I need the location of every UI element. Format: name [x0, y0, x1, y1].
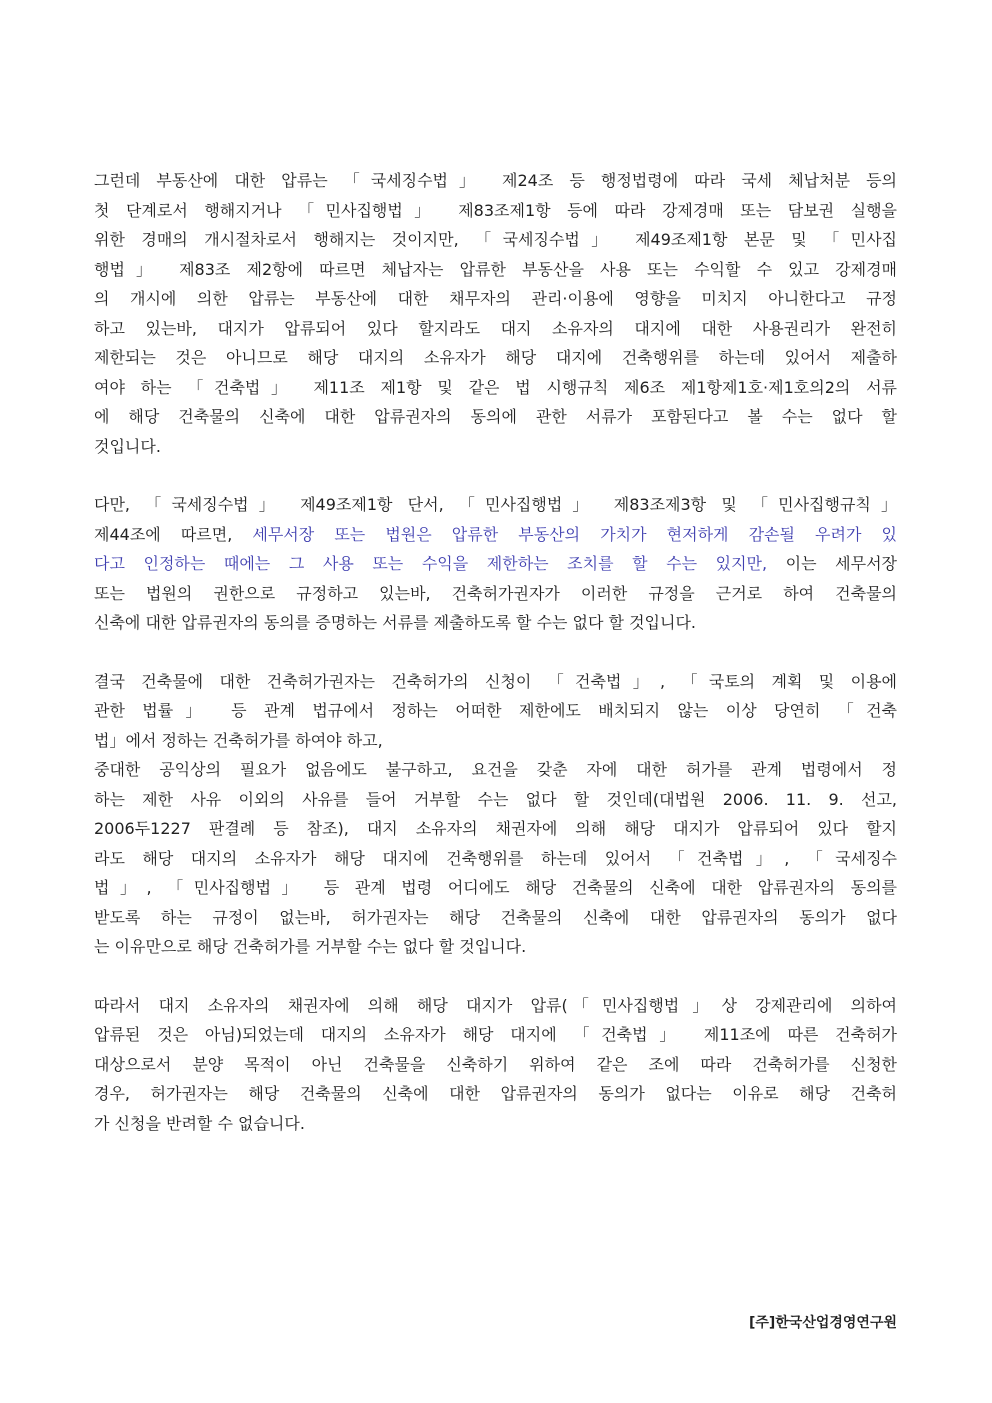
text-line	[94, 520, 897, 550]
text-line: 제한되는 것은 아니므로 해당 대지의 소유자가 해당 대지에 건축행위를 하는데 있어서 제출하	[94, 348, 897, 367]
highlighted-text: 세무서장 또는 법원은 압류한 부동산의 가치가 현저하게 감손될 우려가 있	[252, 524, 897, 544]
text-line	[94, 579, 897, 609]
text-line: 위한 경매의 개시절차로서 행해지는 것이지만, 「국세징수법」 제49조제1항 본문 및 「민사집	[94, 230, 897, 249]
text-line	[94, 608, 897, 638]
paragraph-2	[94, 490, 897, 638]
paragraph-1	[94, 166, 897, 461]
paragraph-gap	[94, 461, 897, 490]
text-line: 받도록 하는 규정이 없는바, 허가권자는 해당 건축물의 신축에 대한 압류권자의 동의가 없다	[94, 907, 897, 927]
plain-text: 또는 법원의 권한으로 규정하고 있는바, 건축허가권자가 이러한 규정을 근거로 하여 건축물의	[94, 583, 897, 603]
text-line: 라도 해당 대지의 소유자가 해당 대지에 건축행위를 하는데 있어서 「건축법」, 「국세징수	[94, 848, 897, 868]
text-line: 그런데 부동산에 대한 압류는 「국세징수법」 제24조 등 행정법령에 따라 국세 체납처분 등의	[94, 171, 897, 190]
paragraph-gap	[94, 962, 897, 991]
text-line: 대상으로서 분양 목적이 아닌 건축물을 신축하기 위하여 같은 조에 따라 건축허가를 신청한	[94, 1054, 897, 1074]
text-line	[94, 549, 897, 579]
text-line: 행법」 제83조 제2항에 따르면 체납자는 압류한 부동산을 사용 또는 수익할 수 있고 강제경매	[94, 259, 897, 279]
text-line: 경우, 허가권자는 해당 건축물의 신축에 대한 압류권자의 동의가 없다는 이유로 해당 건축허	[94, 1084, 897, 1103]
paragraph-4	[94, 991, 897, 1139]
text-line: 2006두1227 판결례 등 참조), 대지 소유자의 채권자에 의해 해당 대지가 압류되어 있다 할지	[94, 819, 897, 838]
text-line: 것입니다.	[94, 436, 161, 456]
publisher-footer: [주]한국산업경영연구원	[748, 1315, 897, 1331]
text-line: 법」에서 정하는 건축허가를 하여야 하고,	[94, 730, 383, 750]
text-line: 중대한 공익상의 필요가 없음에도 불구하고, 요건을 갖춘 자에 대한 허가를 관계 법령에서 정	[94, 760, 897, 779]
paragraph-3	[94, 667, 897, 962]
text-line: 관한 법률」 등 관계 법규에서 정하는 어떠한 제한에도 배치되지 않는 이상 당연히 「건축	[94, 701, 897, 720]
text-line: 따라서 대지 소유자의 채권자에 의해 해당 대지가 압류(「민사집행법」상 강제관리에 의하여	[94, 995, 897, 1015]
text-line: 하고 있는바, 대지가 압류되어 있다 할지라도 대지 소유자의 대지에 대한 사용권리가 완전히	[94, 318, 897, 338]
text-line: 첫 단계로서 행해지거나 「민사집행법」 제83조제1항 등에 따라 강제경매 또는 담보권 실행을	[94, 200, 897, 220]
plain-text: 다만, 「국세징수법」 제49조제1항 단서, 「민사집행법」 제83조제3항 및 「민사집행규칙」	[94, 495, 897, 514]
text-line: 하는 제한 사유 이외의 사유를 들어 거부할 수는 없다 할 것인데(대법원 2006. 11. 9. 선고,	[94, 789, 897, 809]
plain-text: 신축에 대한 압류권자의 동의를 증명하는 서류를 제출하도록 할 수는 없다 할 것입니다.	[94, 613, 696, 632]
text-line: 결국 건축물에 대한 건축허가권자는 건축허가의 신청이 「건축법」, 「국토의 계획 및 이용에	[94, 671, 897, 691]
text-line: 압류된 것은 아님)되었는데 대지의 소유자가 해당 대지에 「건축법」 제11조에 따른 건축허가	[94, 1025, 897, 1044]
plain-text: 이는 세무서장	[767, 554, 897, 573]
plain-text: 제44조에 따르면,	[94, 524, 253, 544]
text-line: 가 신청을 반려할 수 없습니다.	[94, 1113, 305, 1133]
text-line: 에 해당 건축물의 신축에 대한 압류권자의 동의에 관한 서류가 포함된다고 볼 수는 없다 할	[94, 407, 897, 426]
text-line: 법」, 「민사집행법」 등 관계 법령 어디에도 해당 건축물의 신축에 대한 압류권자의 동의를	[94, 878, 897, 897]
text-line	[94, 490, 897, 520]
text-line: 여야 하는 「건축법」 제11조 제1항 및 같은 법 시행규칙 제6조 제1항제1호·제1호의2의 서류	[94, 377, 897, 397]
paragraph-gap	[94, 638, 897, 667]
text-line: 는 이유만으로 해당 건축허가를 거부할 수는 없다 할 것입니다.	[94, 937, 527, 956]
highlighted-text: 다고 인정하는 때에는 그 사용 또는 수익을 제한하는 조치를 할 수는 있지만,	[94, 554, 768, 573]
document-body	[94, 166, 897, 1138]
text-line: 의 개시에 의한 압류는 부동산에 대한 채무자의 관리·이용에 영향을 미치지 아니한다고 규정	[94, 289, 897, 308]
